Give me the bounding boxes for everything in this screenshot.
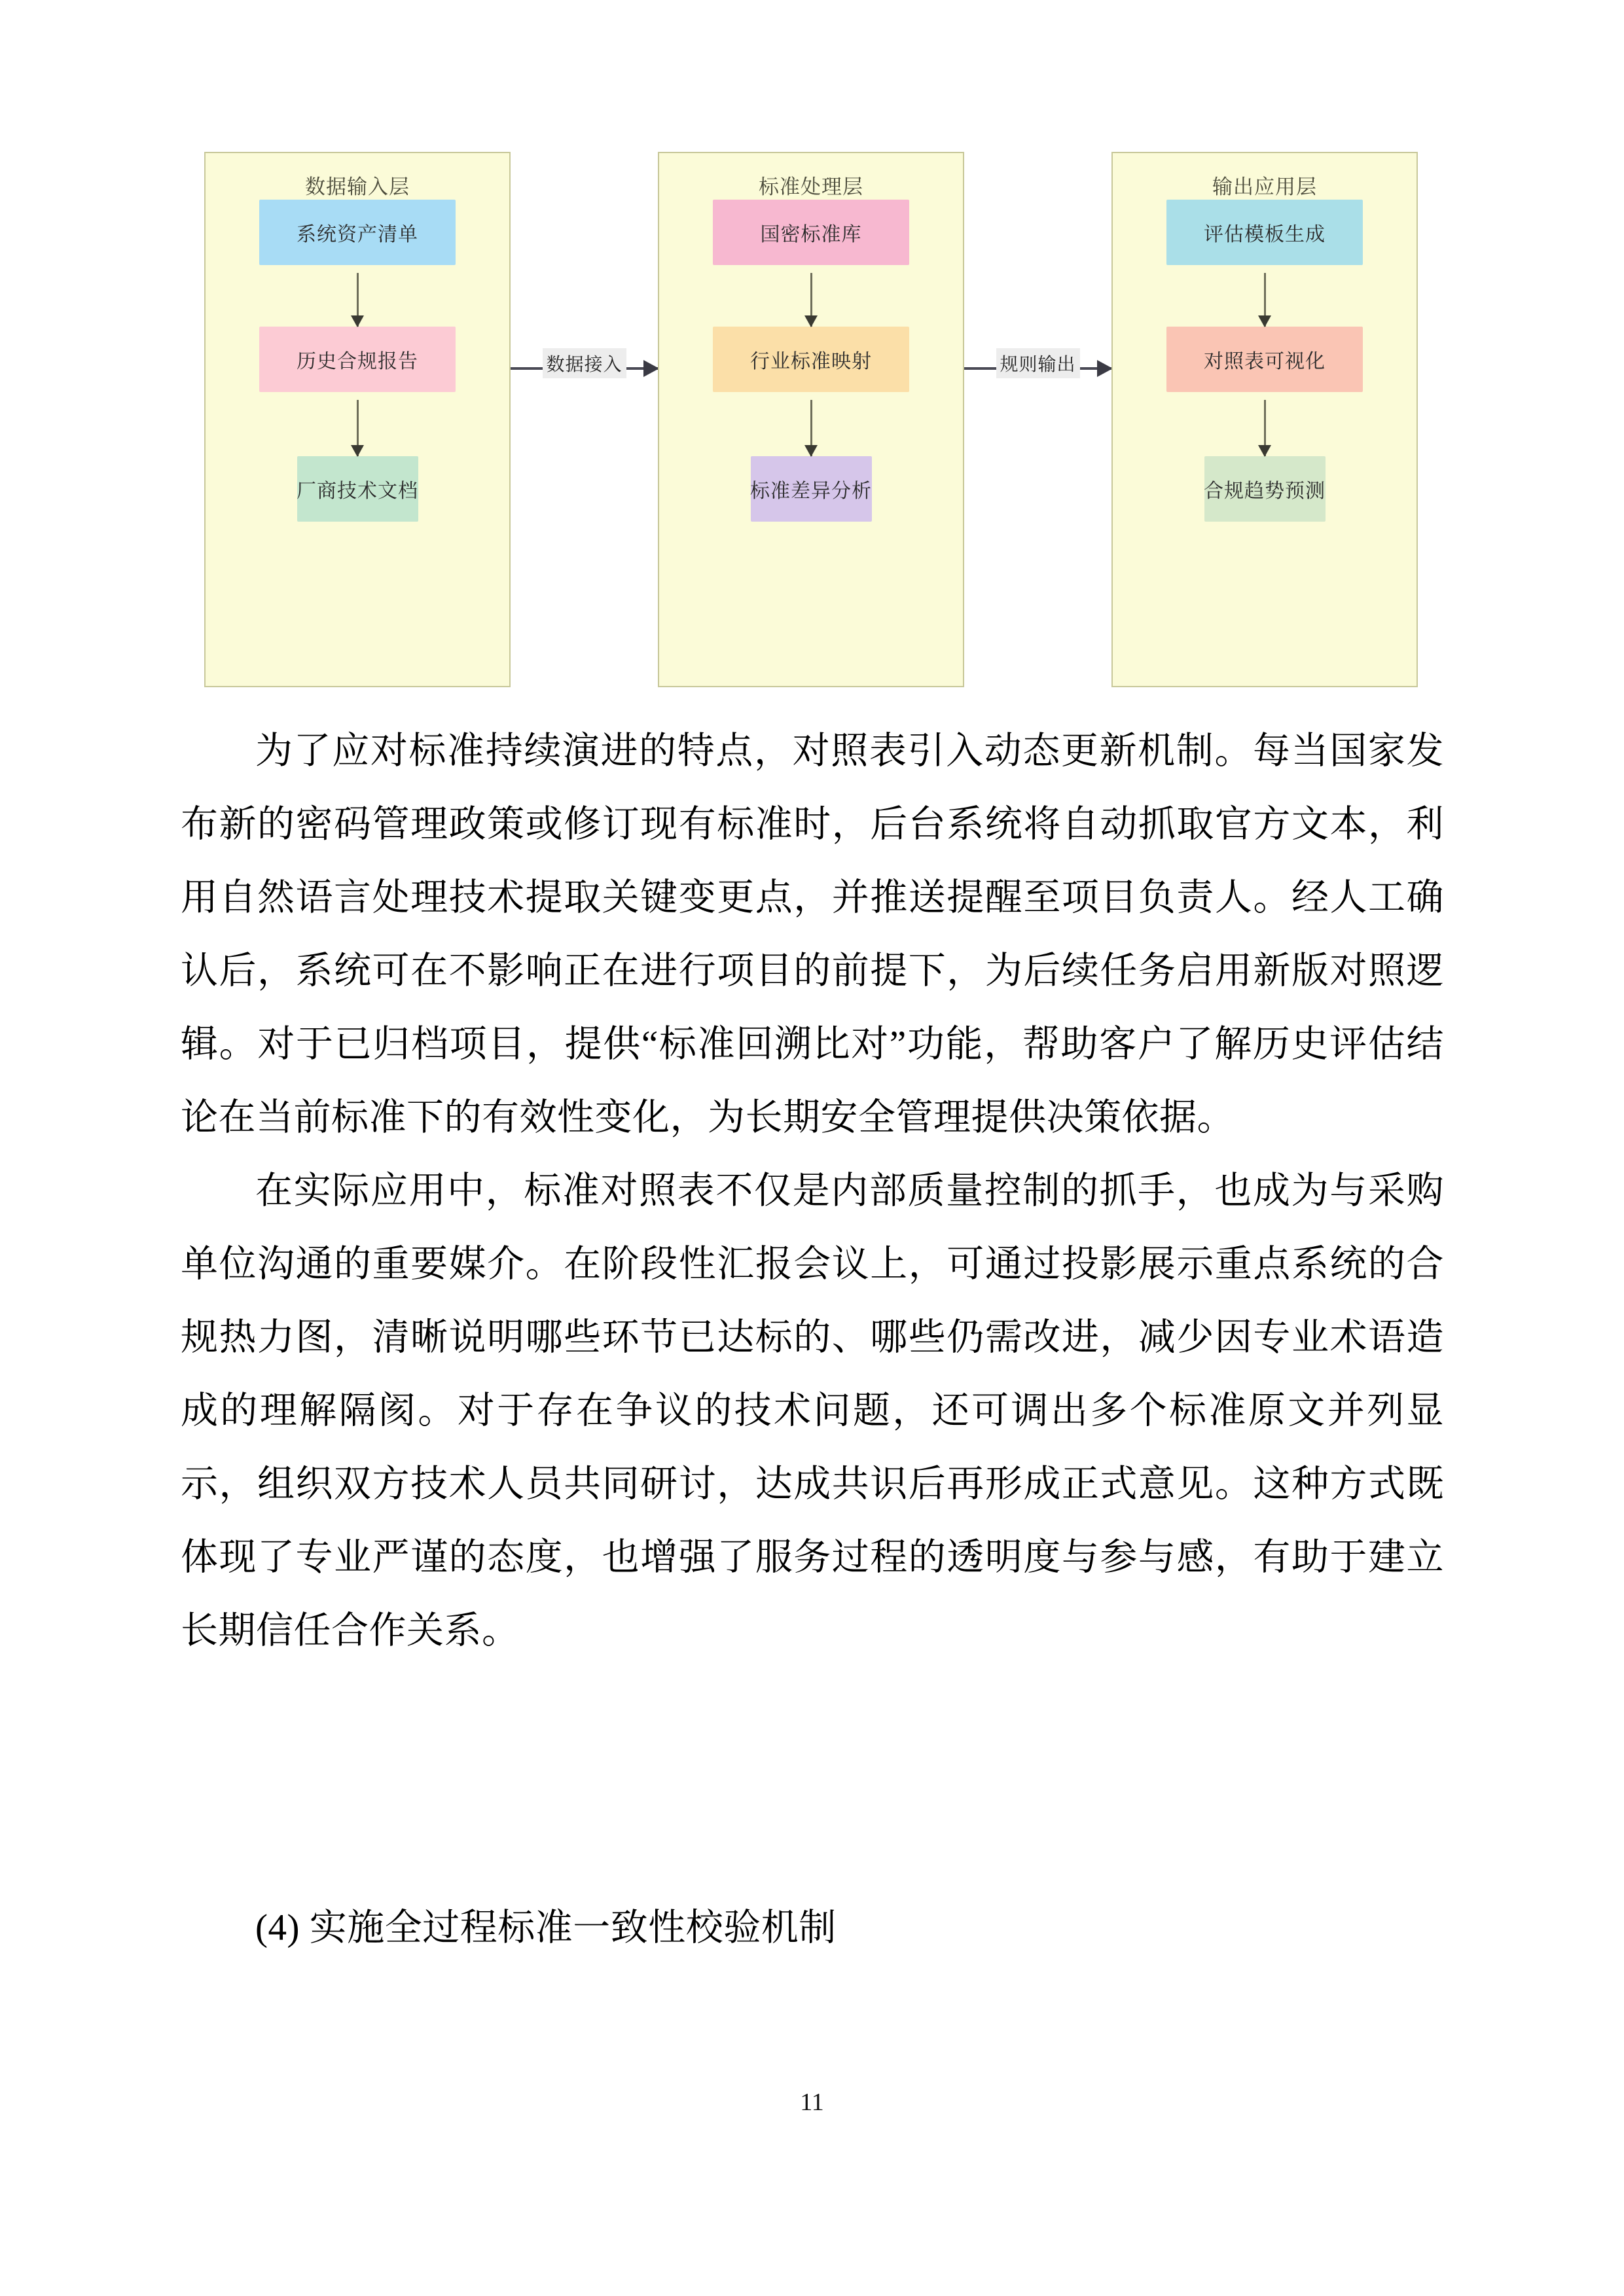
layer-title-data-input: 数据输入层 — [305, 175, 410, 199]
architecture-diagram — [204, 152, 1418, 687]
node-compliance-trend-prediction: 合规趋势预测 — [1204, 456, 1326, 522]
flow-label-rule-output: 规则输出 — [996, 348, 1079, 378]
connector-arrow-down — [357, 273, 359, 327]
layer-panel-data-input — [204, 152, 511, 687]
layer-panel-standard-processing — [658, 152, 964, 687]
node-industry-standard-mapping: 行业标准映射 — [713, 327, 909, 392]
node-comparison-table-visualization: 对照表可视化 — [1166, 327, 1363, 392]
connector-arrow-down — [357, 400, 359, 456]
connector-arrow-down — [1264, 273, 1266, 327]
layer-title-standard-processing: 标准处理层 — [759, 175, 863, 199]
paragraph-1: 为了应对标准持续演进的特点，对照表引入动态更新机制。每当国家发布新的密码管理政策或修订现有标准时，后台系统将自动抓取官方文本，利用自然语言处理技术提取关键变更点，并推送提醒至项目负责人。经人工确认后，系统可在不影响正在进行项目的前提下，为后续任务启用新版对照逻辑。对于已归档项目，提供“标准回溯比对”功能，帮助客户了解历史评估结论在当前标准下的有效性变化，为长期安全管理提供决策依据。 — [181, 730, 1444, 1138]
node-assessment-template-generation: 评估模板生成 — [1166, 200, 1363, 265]
connector-arrow-down — [1264, 400, 1266, 456]
flow-gap-1 — [511, 152, 658, 687]
node-gm-standard-library: 国密标准库 — [713, 200, 909, 265]
flow-label-data-access: 数据接入 — [542, 348, 626, 378]
node-vendor-technical-docs: 厂商技术文档 — [297, 456, 418, 522]
body-text-block — [181, 715, 1444, 1668]
flow-gap-2 — [964, 152, 1111, 687]
diagram-columns — [204, 152, 1418, 687]
node-system-asset-inventory: 系统资产清单 — [259, 200, 456, 265]
layer-title-output-application: 输出应用层 — [1212, 175, 1317, 199]
connector-arrow-down — [810, 273, 812, 327]
paragraph-2: 在实际应用中，标准对照表不仅是内部质量控制的抓手，也成为与采购单位沟通的重要媒介。在阶段性汇报会议上，可通过投影展示重点系统的合规热力图，清晰说明哪些环节已达标的、哪些仍需改进，减少因专业术语造成的理解隔阂。对于存在争议的技术问题，还可调出多个标准原文并列显示，组织双方技术人员共同研讨，达成共识后再形成正式意见。这种方式既体现了专业严谨的态度，也增强了服务过程的透明度与参与感，有助于建立长期信任合作关系。 — [181, 1170, 1444, 1651]
node-standard-gap-analysis: 标准差异分析 — [751, 456, 872, 522]
page-number: 11 — [800, 2089, 824, 2116]
connector-arrow-down — [810, 400, 812, 456]
section-heading-4: (4) 实施全过程标准一致性校验机制 — [255, 1907, 837, 1948]
layer-panel-output-application — [1111, 152, 1418, 687]
node-historical-compliance-report: 历史合规报告 — [259, 327, 456, 392]
